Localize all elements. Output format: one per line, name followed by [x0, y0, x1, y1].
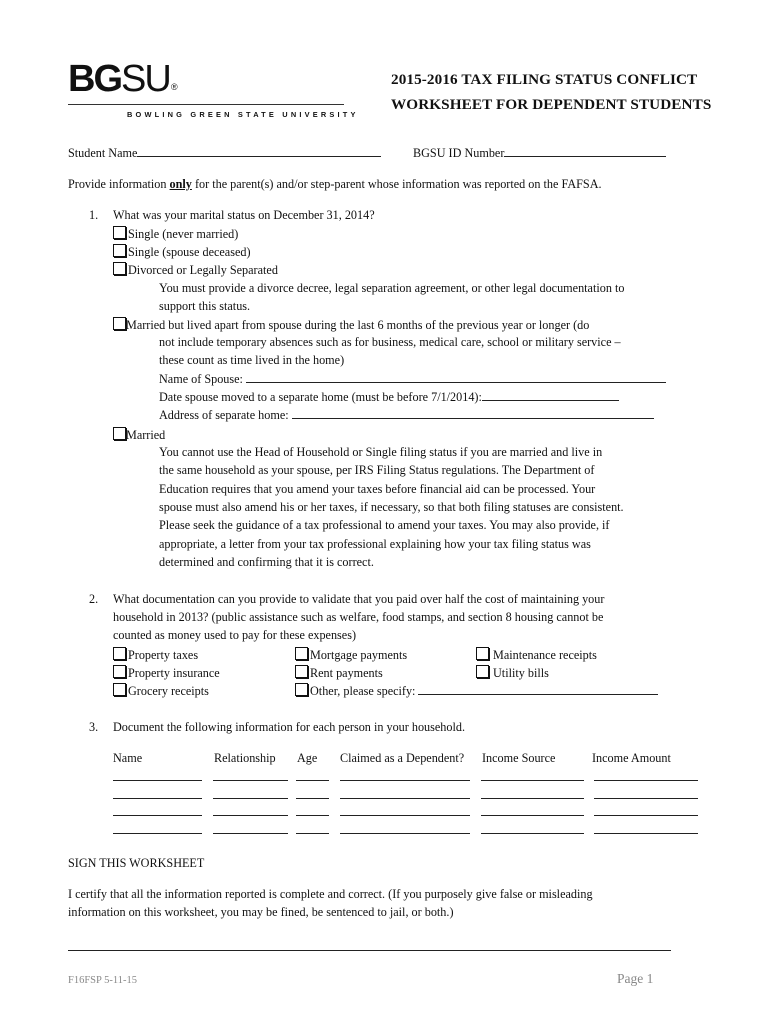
checkbox-icon[interactable] — [295, 665, 308, 678]
q1-option-divorced[interactable]: Divorced or Legally Separated — [113, 262, 278, 278]
household-row-4-income-amount[interactable] — [594, 833, 698, 834]
q2-option-maintenance[interactable]: Maintenance receipts — [476, 647, 597, 663]
household-row-4-name[interactable] — [113, 833, 202, 834]
q3-number: 3. — [89, 720, 99, 734]
q2-option-mortgage[interactable]: Mortgage payments — [295, 647, 407, 663]
married-note-line-2: the same household as your spouse, per IRS Filing Status regulations. The Department of — [159, 463, 595, 477]
household-row-2-name[interactable] — [113, 798, 202, 799]
household-row-3-name[interactable] — [113, 815, 202, 816]
col-header-income-source: Income Source — [482, 751, 556, 765]
checkbox-icon[interactable] — [113, 665, 126, 678]
registered-mark: ® — [171, 82, 178, 92]
household-row-1-relationship[interactable] — [213, 780, 288, 781]
married-apart-line-2: not include temporary absences such as for business, medical care, school or military service – — [159, 335, 621, 349]
q2-question-line-1: What documentation can you provide to validate that you paid over half the cost of maintaining your — [113, 592, 605, 606]
col-header-relationship: Relationship — [214, 751, 276, 765]
married-note-line-5: Please seek the guidance of a tax professional to amend your taxes. You may also provide, if — [159, 518, 610, 532]
q1-number: 1. — [89, 208, 99, 222]
household-row-4-relationship[interactable] — [213, 833, 288, 834]
checkbox-icon[interactable] — [113, 427, 126, 440]
q2-option-property-insurance[interactable]: Property insurance — [113, 665, 220, 681]
household-row-3-income-amount[interactable] — [594, 815, 698, 816]
q1-option-married-apart[interactable]: Married but lived apart from spouse during the last 6 months of the previous year or longer (do — [113, 317, 589, 333]
bgsu-logo: BGSU — [68, 58, 170, 100]
checkbox-icon[interactable] — [113, 683, 126, 696]
divorced-note-line-2: support this status. — [159, 299, 251, 313]
q2-question-line-3: counted as money used to pay for these expenses) — [113, 628, 357, 642]
household-row-3-income-source[interactable] — [481, 815, 584, 816]
married-note-line-4: spouse must also amend his or her taxes, if necessary, so that both filing statuses are consistent. — [159, 500, 624, 514]
household-row-1-income-amount[interactable] — [594, 780, 698, 781]
move-date-field[interactable]: Date spouse moved to a separate home (must be before 7/1/2014): — [159, 390, 619, 405]
household-row-4-income-source[interactable] — [481, 833, 584, 834]
bgsu-id-label: BGSU ID Number — [413, 146, 505, 160]
q2-option-rent[interactable]: Rent payments — [295, 665, 383, 681]
q1-option-married[interactable]: Married — [113, 427, 165, 443]
checkbox-icon[interactable] — [113, 647, 126, 660]
spouse-name-field[interactable]: Name of Spouse: — [159, 372, 666, 387]
married-note-line-1: You cannot use the Head of Household or Single filing status if you are married and live in — [159, 445, 603, 459]
married-note-line-3: Education requires that you amend your taxes before financial aid can be processed. Your — [159, 482, 596, 496]
q1-option-single-deceased[interactable]: Single (spouse deceased) — [113, 244, 251, 260]
q1-option-single-never[interactable]: Single (never married) — [113, 226, 238, 242]
household-row-4-age[interactable] — [296, 833, 329, 834]
household-row-2-age[interactable] — [296, 798, 329, 799]
checkbox-icon[interactable] — [113, 226, 126, 239]
checkbox-icon[interactable] — [476, 665, 489, 678]
married-note-line-6: appropriate, a letter from your tax professional explaining how your tax filing status was — [159, 537, 591, 551]
page-number: Page 1 — [617, 971, 654, 986]
household-row-2-relationship[interactable] — [213, 798, 288, 799]
certify-line-2: information on this worksheet, you may be fined, be sentenced to jail, or both.) — [68, 905, 454, 919]
col-header-name: Name — [113, 751, 143, 765]
checkbox-icon[interactable] — [113, 262, 126, 275]
title-line-1: 2015-2016 TAX FILING STATUS CONFLICT — [391, 71, 698, 88]
household-row-2-claimed[interactable] — [340, 798, 470, 799]
col-header-age: Age — [297, 751, 318, 765]
logo-divider — [68, 104, 344, 105]
title-line-2: WORKSHEET FOR DEPENDENT STUDENTS — [391, 96, 712, 113]
col-header-income-amount: Income Amount — [592, 751, 671, 765]
sign-heading: SIGN THIS WORKSHEET — [68, 856, 205, 870]
q2-option-other[interactable]: Other, please specify: — [295, 683, 658, 699]
form-code: F16FSP 5-11-15 — [68, 975, 137, 986]
q2-option-grocery[interactable]: Grocery receipts — [113, 683, 209, 699]
household-row-1-income-source[interactable] — [481, 780, 584, 781]
checkbox-icon[interactable] — [295, 683, 308, 696]
checkbox-icon[interactable] — [113, 317, 126, 330]
household-row-2-income-source[interactable] — [481, 798, 584, 799]
q2-question-line-2: household in 2013? (public assistance such as welfare, food stamps, and section 8 housing cannot be — [113, 610, 604, 624]
household-row-3-age[interactable] — [296, 815, 329, 816]
logo-subtitle: BOWLING GREEN STATE UNIVERSITY — [127, 110, 359, 119]
household-row-3-relationship[interactable] — [213, 815, 288, 816]
checkbox-icon[interactable] — [113, 244, 126, 257]
married-note-line-7: determined and confirming that it is correct. — [159, 555, 374, 569]
checkbox-icon[interactable] — [476, 647, 489, 660]
married-apart-line-3: these count as time lived in the home) — [159, 353, 345, 367]
q2-option-utility[interactable]: Utility bills — [476, 665, 549, 681]
student-name-label: Student Name — [68, 146, 138, 160]
q3-question: Document the following information for each person in your household. — [113, 720, 466, 734]
bgsu-id-field[interactable] — [413, 146, 666, 161]
household-row-2-income-amount[interactable] — [594, 798, 698, 799]
q2-number: 2. — [89, 592, 99, 606]
separate-address-field[interactable]: Address of separate home: — [159, 408, 654, 423]
checkbox-icon[interactable] — [295, 647, 308, 660]
household-row-4-claimed[interactable] — [340, 833, 470, 834]
household-row-1-age[interactable] — [296, 780, 329, 781]
divorced-note-line-1: You must provide a divorce decree, legal separation agreement, or other legal documentation to — [159, 281, 625, 295]
student-name-field[interactable] — [68, 146, 381, 161]
household-row-1-name[interactable] — [113, 780, 202, 781]
signature-line[interactable] — [68, 950, 671, 951]
household-row-1-claimed[interactable] — [340, 780, 470, 781]
col-header-claimed: Claimed as a Dependent? — [340, 751, 465, 765]
household-row-3-claimed[interactable] — [340, 815, 470, 816]
certify-line-1: I certify that all the information reported is complete and correct. (If you purposely give false or misleading — [68, 887, 593, 901]
q1-question: What was your marital status on December 31, 2014? — [113, 208, 375, 222]
q2-option-property-taxes[interactable]: Property taxes — [113, 647, 198, 663]
intro-text: Provide information only for the parent(s) and/or step-parent whose information was reported on the FAFSA. — [68, 177, 602, 191]
